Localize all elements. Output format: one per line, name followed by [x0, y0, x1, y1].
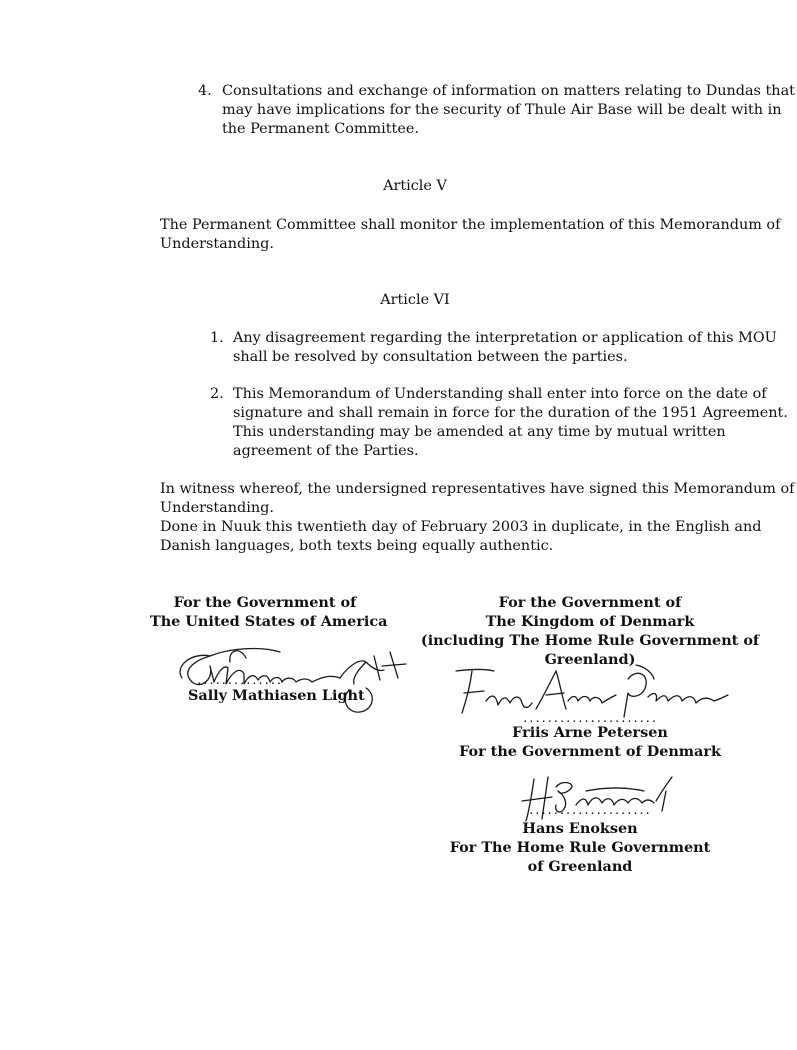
greenland-signatory-role-line-1: For The Home Rule Government	[449, 839, 711, 856]
item-vi-1-line-1: Any disagreement regarding the interpretation or application of this MOU	[233, 330, 777, 346]
item-vi-2-line-2: signature and shall remain in force for the duration of the 1951 Agreement.	[233, 405, 788, 421]
witness-line-4: Danish languages, both texts being equally authentic.	[160, 538, 554, 554]
witness-line-1: In witness whereof, the undersigned representatives have signed this Memorandum of	[160, 481, 795, 497]
greenland-signatory-name: Hans Enoksen	[522, 820, 638, 837]
denmark-signature-dotted-line: ......................	[522, 712, 657, 725]
witness-line-3: Done in Nuuk this twentieth day of February 2003 in duplicate, in the English and	[160, 519, 762, 535]
article-vi-heading: Article VI	[380, 292, 450, 308]
us-signature-dotted-line: ..............	[196, 674, 282, 687]
item-4-line-1: Consultations and exchange of information on matters relating to Dundas that	[222, 83, 795, 99]
item-vi-1-line-2: shall be resolved by consultation between the parties.	[233, 349, 628, 365]
denmark-signatory-name: Friis Arne Petersen	[512, 724, 668, 741]
denmark-signatory-role: For the Government of Denmark	[459, 743, 721, 760]
greenland-signatory-role-line-2: of Greenland	[527, 858, 633, 875]
article-v-line-1: The Permanent Committee shall monitor the implementation of this Memorandum of	[160, 217, 781, 233]
greenland-signature	[516, 775, 696, 825]
article-v-line-2: Understanding.	[160, 236, 274, 252]
item-4-line-3: the Permanent Committee.	[222, 121, 419, 137]
item-vi-2-line-3: This understanding may be amended at any time by mutual written	[233, 424, 726, 440]
denmark-header-line-4: Greenland)	[544, 651, 636, 668]
us-header-line-1: For the Government of	[173, 594, 357, 611]
greenland-signature-dotted-line: ....................	[528, 804, 651, 817]
article-v-heading: Article V	[383, 178, 447, 194]
denmark-header-line-3: (including The Home Rule Government of	[420, 632, 760, 649]
denmark-header-line-1: For the Government of	[498, 594, 682, 611]
item-vi-2-line-4: agreement of the Parties.	[233, 443, 419, 459]
item-vi-1-number: 1.	[210, 330, 224, 346]
item-4-line-2: may have implications for the security of Thule Air Base will be dealt with in	[222, 102, 782, 118]
item-vi-2-line-1: This Memorandum of Understanding shall enter into force on the date of	[233, 386, 767, 402]
witness-line-2: Understanding.	[160, 500, 274, 516]
item-vi-2-number: 2.	[210, 386, 224, 402]
us-signatory-name: Sally Mathiasen Light	[188, 687, 365, 704]
denmark-header-line-2: The Kingdom of Denmark	[485, 613, 695, 630]
item-4-number: 4.	[198, 83, 212, 99]
us-header-line-2: The United States of America	[150, 613, 388, 630]
